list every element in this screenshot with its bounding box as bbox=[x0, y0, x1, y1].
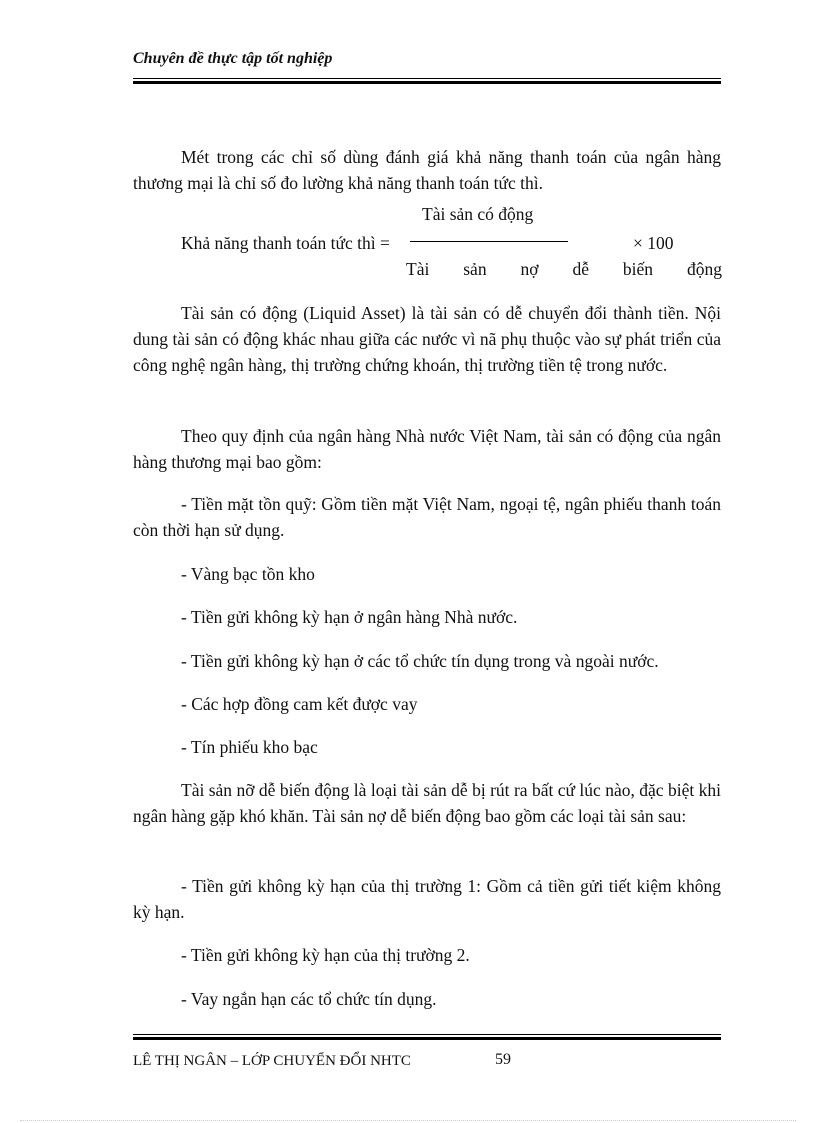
footer-author: LÊ THỊ NGÂN – LỚP CHUYỂN ĐỔI NHTC bbox=[133, 1053, 411, 1069]
footer-rule-thick bbox=[133, 1037, 721, 1040]
denominator-word: biến bbox=[622, 259, 654, 279]
liability-item: - Vay ngắn hạn các tổ chức tín dụng. bbox=[181, 989, 437, 1009]
denominator-word: dễ bbox=[572, 259, 589, 279]
asset-item: - Tiền mặt tồn quỹ: Gồm tiền mặt Việt Nam, ngoại tệ, ngân phiếu thanh toán còn thời hạn sử dụng. bbox=[133, 494, 721, 540]
formula-label: Khả năng thanh toán tức thì = bbox=[181, 233, 390, 253]
fraction-bar bbox=[410, 241, 568, 242]
asset-item: - Các hợp đồng cam kết được vay bbox=[181, 694, 418, 714]
page-number: 59 bbox=[495, 1051, 511, 1068]
intro-paragraph: Mét trong các chỉ số dùng đánh giá khả năng thanh toán của ngân hàng thương mại là chỉ số đo lường khả năng thanh toán tức thì. bbox=[133, 147, 721, 193]
denominator-word: Tài bbox=[406, 259, 430, 279]
footer-rule-thin bbox=[133, 1034, 721, 1035]
liability-item: - Tiền gửi không kỳ hạn của thị trường 2. bbox=[181, 945, 470, 965]
header-rule-thick bbox=[133, 81, 721, 84]
page-bottom-divider bbox=[20, 1120, 796, 1121]
liabilities-paragraph: Tài sản nỡ dễ biến động là loại tài sản dễ bị rút ra bất cứ lúc nào, đặc biệt khi ngân hàng gặp khó khăn. Tài sản nợ dễ biến động bao gồm các loại tài sản sau: bbox=[133, 780, 721, 826]
header-title: Chuyên đề thực tập tốt nghiệp bbox=[133, 50, 333, 67]
denominator-word: động bbox=[686, 259, 722, 279]
asset-item: - Tiền gửi không kỳ hạn ở các tổ chức tín dụng trong và ngoài nước. bbox=[181, 651, 659, 671]
denominator-word: sản bbox=[463, 259, 487, 279]
asset-item: - Tín phiếu kho bạc bbox=[181, 737, 318, 757]
denominator-word: nợ bbox=[520, 259, 539, 279]
asset-item: - Tiền gửi không kỳ hạn ở ngân hàng Nhà nước. bbox=[181, 607, 518, 627]
asset-item: - Vàng bạc tồn kho bbox=[181, 564, 315, 584]
regulation-paragraph: Theo quy định của ngân hàng Nhà nước Việt Nam, tài sản có động của ngân hàng thương mại bao gồm: bbox=[133, 426, 721, 472]
liquid-asset-paragraph: Tài sản có động (Liquid Asset) là tài sản có dễ chuyển đổi thành tiền. Nội dung tài sản có động khác nhau giữa các nước vì nã phụ thuộc vào sự phát triển của công nghệ ngân hàng, thị trường chứng khoán, thị trường tiền tệ trong nước. bbox=[133, 303, 721, 375]
header-rule-thin bbox=[133, 78, 721, 79]
liability-item: - Tiền gửi không kỳ hạn của thị trường 1: Gồm cả tiền gửi tiết kiệm không kỳ hạn. bbox=[133, 876, 721, 922]
formula-numerator: Tài sản có động bbox=[422, 204, 534, 224]
formula-denominator bbox=[406, 259, 722, 280]
formula-multiplier: × 100 bbox=[633, 233, 674, 253]
